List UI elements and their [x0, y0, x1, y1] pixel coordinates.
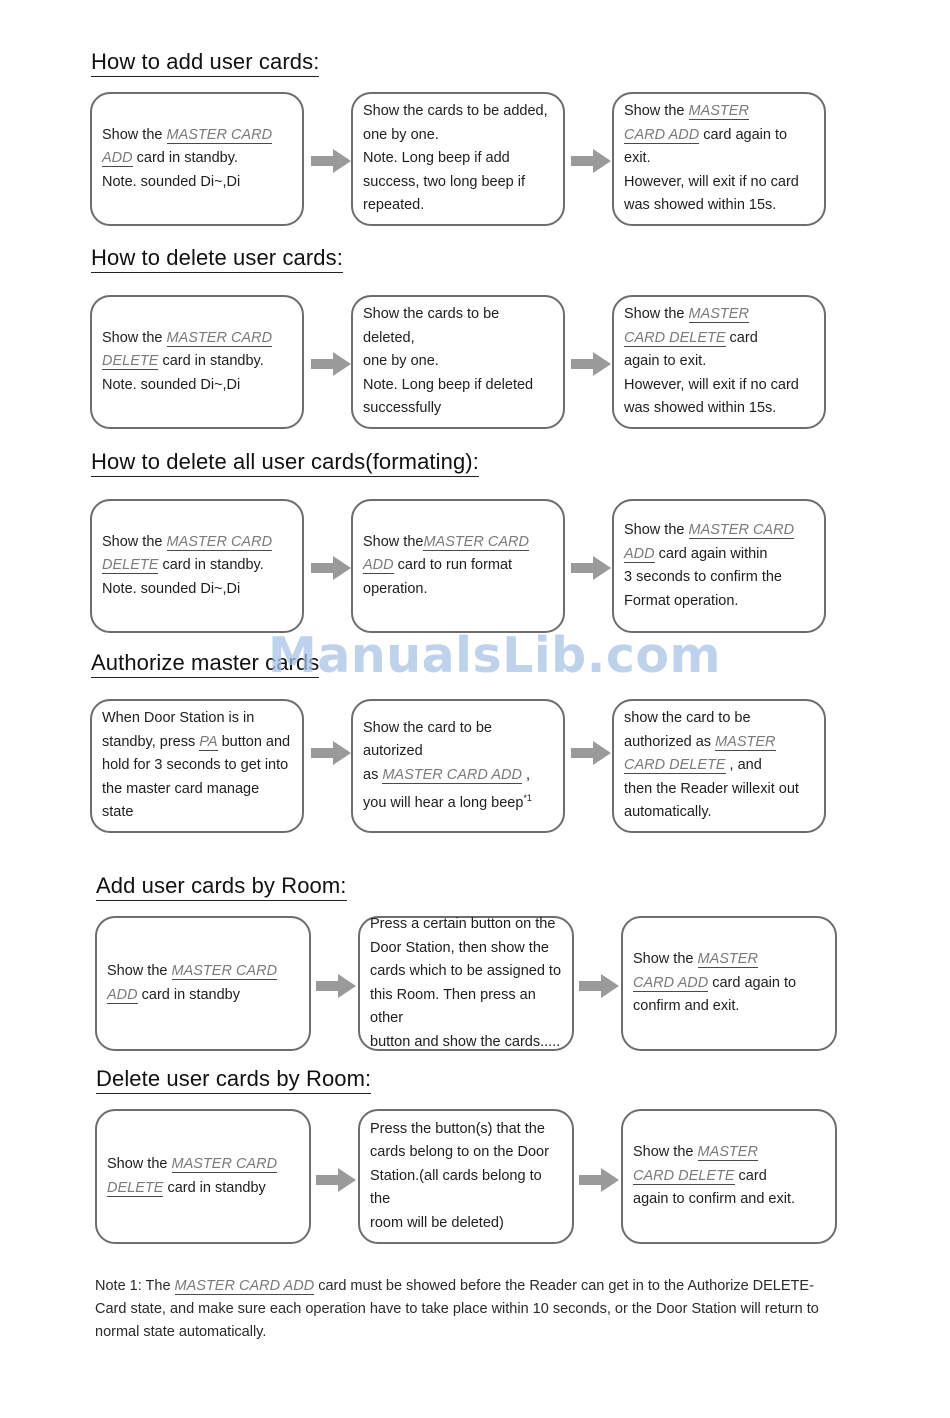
- step-text: card in standby.: [158, 353, 264, 370]
- step-text: Press a certain button on the: [370, 916, 556, 932]
- right-arrow-icon: [311, 352, 351, 376]
- step-text: ,: [521, 766, 531, 783]
- master-card-term: MASTER CARD ADD: [174, 1277, 315, 1294]
- master-card-term: ADD: [624, 545, 655, 562]
- footnote-ref: *1: [523, 793, 532, 804]
- step-text: Show the: [633, 951, 698, 968]
- step-text: as: [363, 766, 383, 783]
- master-card-term: ADD: [363, 557, 394, 574]
- right-arrow-icon: [579, 1168, 619, 1192]
- step-text: card again to: [699, 126, 788, 143]
- right-arrow-icon: [571, 149, 611, 173]
- step-text: Note. sounded Di~,Di: [102, 376, 241, 393]
- step-text: card in standby.: [132, 150, 238, 167]
- step-text: Note. sounded Di~,Di: [102, 580, 241, 597]
- right-arrow-icon: [311, 149, 351, 173]
- master-card-term: DELETE: [102, 353, 159, 370]
- step-text: show the card to be: [624, 710, 751, 727]
- step-text: Note. sounded Di~,Di: [102, 173, 241, 190]
- step-text: Show the card to be autorized: [363, 719, 492, 760]
- step-box: [351, 295, 565, 429]
- master-card-term: MASTER CARD ADD: [382, 766, 522, 783]
- step-text: automatically.: [624, 804, 712, 821]
- step-text: the master card manage state: [102, 780, 260, 821]
- master-card-term: CARD DELETE: [624, 329, 726, 346]
- right-arrow-icon: [579, 974, 619, 998]
- step-box: [95, 1109, 311, 1244]
- step-text: successfully: [363, 400, 442, 417]
- footnote: [95, 1260, 830, 1358]
- step-text: However, will exit if no card: [624, 173, 799, 190]
- step-text: However, will exit if no card: [624, 376, 799, 393]
- step-text: cards belong to on the Door: [370, 1144, 549, 1161]
- right-arrow-icon: [311, 556, 351, 580]
- step-text: one by one.: [363, 353, 439, 370]
- section-heading-add-user-cards: How to add user cards:: [91, 49, 319, 77]
- step-text: button and show the cards.....: [370, 1033, 561, 1050]
- step-box: [351, 499, 565, 633]
- step-box: [90, 699, 304, 833]
- step-text: Show the: [107, 963, 172, 979]
- step-text: room will be deleted): [370, 1214, 504, 1231]
- step-text: Note. Long beep if add: [363, 150, 510, 167]
- section-heading-delete-user-cards: How to delete user cards:: [91, 245, 343, 273]
- step-text: Station.(all cards belong to the: [370, 1167, 542, 1208]
- step-box: [90, 295, 304, 429]
- master-card-term: ADD: [107, 986, 138, 1003]
- step-text: was showed within 15s.: [624, 197, 777, 214]
- master-card-term: MASTER CARD: [166, 533, 273, 550]
- right-arrow-icon: [571, 741, 611, 765]
- master-card-term: DELETE: [107, 1179, 164, 1196]
- master-card-term: MASTER: [715, 733, 776, 750]
- step-box: [351, 699, 565, 833]
- step-text: card again within: [654, 545, 768, 562]
- step-text: card in standby: [137, 986, 240, 1003]
- step-text: Door Station, then show the: [370, 939, 549, 956]
- step-text: Note 1: The: [95, 1277, 175, 1294]
- step-text: Format operation.: [624, 592, 739, 609]
- step-text: this Room. Then press an other: [370, 986, 536, 1026]
- master-card-term: CARD ADD: [633, 974, 709, 991]
- step-text: again to confirm and exit.: [633, 1191, 796, 1208]
- master-card-term: PA: [199, 733, 218, 750]
- step-text: Show the: [363, 533, 424, 550]
- step-text: card in standby.: [158, 557, 264, 574]
- step-box: [612, 699, 826, 833]
- step-text: Show the: [102, 126, 167, 143]
- step-text: success, two long beep if: [363, 173, 526, 190]
- step-text: card must be showed before the Reader can get in to the Authorize DELETE-Card state, and make sure each operation have to take place within 10 seconds, or the Door Station will return to normal state automatically.: [95, 1277, 819, 1340]
- master-card-term: CARD ADD: [624, 126, 700, 143]
- master-card-term: MASTER: [697, 951, 758, 968]
- right-arrow-icon: [316, 974, 356, 998]
- master-card-term: DELETE: [102, 557, 159, 574]
- section-heading-delete-user-cards-by-room: Delete user cards by Room:: [96, 1066, 371, 1094]
- watermark: ManualsLib.com: [268, 627, 722, 684]
- step-box: [95, 916, 311, 1051]
- master-card-term: MASTER CARD: [171, 1156, 278, 1172]
- step-text: cards which to be assigned to: [370, 963, 562, 979]
- master-card-term: CARD DELETE: [633, 1167, 735, 1184]
- step-text: , and: [725, 757, 762, 774]
- step-text: Show the: [107, 1156, 172, 1172]
- step-text: Show the: [102, 329, 167, 346]
- step-text: card: [734, 1167, 767, 1184]
- step-text: repeated.: [363, 197, 425, 214]
- step-text: hold for 3 seconds to get into: [102, 757, 289, 774]
- step-text: 3 seconds to confirm the: [624, 569, 782, 585]
- step-text: authorized as: [624, 733, 716, 750]
- step-text: card to run format: [393, 557, 513, 574]
- right-arrow-icon: [571, 352, 611, 376]
- step-text: exit.: [624, 150, 651, 167]
- step-text: When Door Station is in: [102, 710, 255, 727]
- step-text: card: [725, 329, 758, 346]
- step-box: [621, 1109, 837, 1244]
- section-heading-add-user-cards-by-room: Add user cards by Room:: [96, 873, 347, 901]
- step-box: [612, 499, 826, 633]
- step-text: Press the button(s) that the: [370, 1120, 545, 1137]
- master-card-term: MASTER: [688, 306, 749, 323]
- right-arrow-icon: [571, 556, 611, 580]
- master-card-term: MASTER: [697, 1144, 758, 1161]
- step-text: Show the: [624, 306, 689, 323]
- master-card-term: MASTER CARD: [423, 533, 530, 550]
- step-text: button and: [217, 733, 291, 750]
- master-card-term: MASTER CARD: [171, 963, 278, 979]
- step-box: [621, 916, 837, 1051]
- right-arrow-icon: [316, 1168, 356, 1192]
- step-text: you will hear a long beep: [363, 794, 524, 811]
- step-text: card in standby: [163, 1179, 266, 1196]
- step-box: [612, 92, 826, 226]
- section-heading-authorize-master-cards: Authorize master cards: [91, 650, 319, 678]
- step-box: [612, 295, 826, 429]
- master-card-term: MASTER: [688, 103, 749, 120]
- master-card-term: ADD: [102, 150, 133, 167]
- right-arrow-icon: [311, 741, 351, 765]
- step-text: one by one.: [363, 126, 439, 143]
- section-heading-delete-all-user-cards: How to delete all user cards(formating):: [91, 449, 479, 477]
- step-text: confirm and exit.: [633, 998, 740, 1015]
- step-text: Show the cards to be deleted,: [363, 306, 500, 346]
- step-box: [351, 92, 565, 226]
- step-text: Show the: [102, 533, 167, 550]
- step-text: card again to: [708, 974, 797, 991]
- step-box: [90, 92, 304, 226]
- step-text: Note. Long beep if deleted: [363, 376, 534, 393]
- master-card-term: MASTER CARD: [166, 329, 273, 346]
- step-box: [90, 499, 304, 633]
- step-text: Show the cards to be added,: [363, 103, 548, 120]
- master-card-term: CARD DELETE: [624, 757, 726, 774]
- step-text: Show the: [633, 1144, 698, 1161]
- step-text: Show the: [624, 522, 689, 538]
- step-text: Show the: [624, 103, 689, 120]
- step-box: [358, 1109, 574, 1244]
- step-text: operation.: [363, 580, 428, 597]
- step-text: again to exit.: [624, 353, 707, 370]
- step-text: standby, press: [102, 733, 200, 750]
- step-text: then the Reader willexit out: [624, 780, 799, 797]
- master-card-term: MASTER CARD: [166, 126, 273, 143]
- master-card-term: MASTER CARD: [688, 522, 795, 538]
- step-box: [358, 916, 574, 1051]
- step-text: was showed within 15s.: [624, 400, 777, 417]
